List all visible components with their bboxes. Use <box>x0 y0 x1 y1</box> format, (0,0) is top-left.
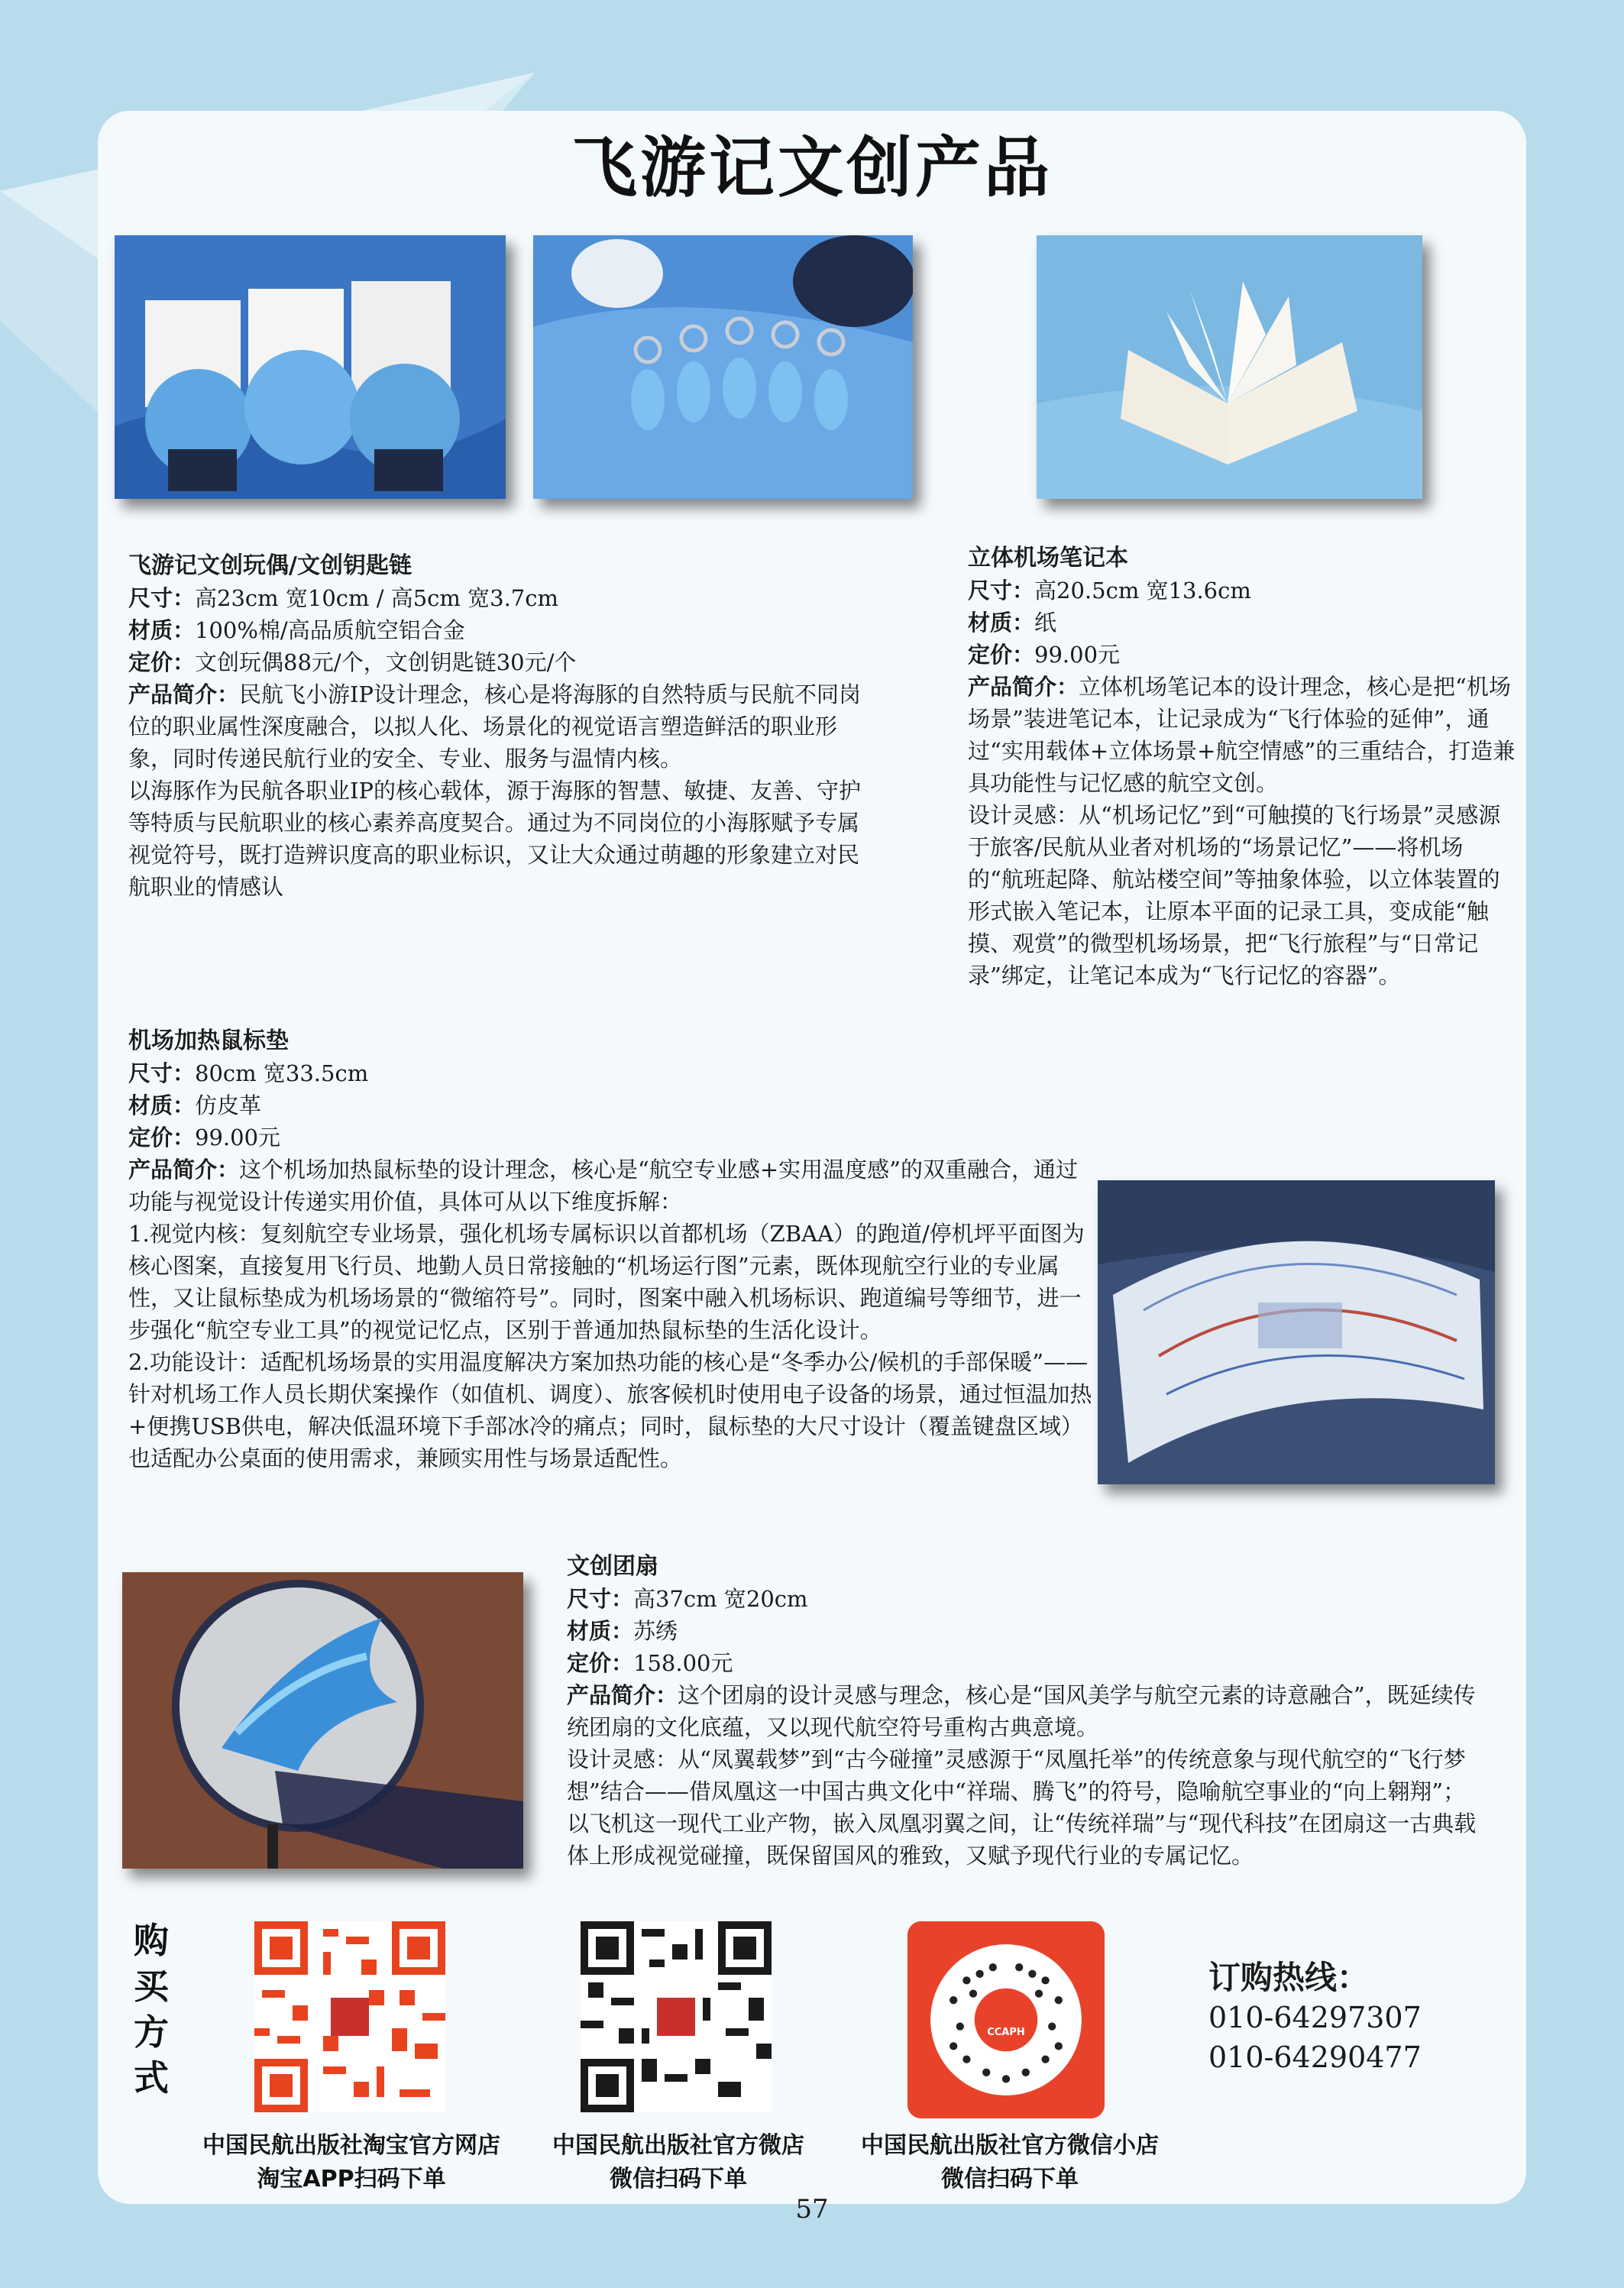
plush-size: 高23cm 宽10cm / 高5cm 宽3.7cm <box>195 585 558 611</box>
fan-intro-2: 设计灵感：从“凤翼载梦”到“古今碰撞”灵感源于“凤凰托举”的传统意象与现代航空的“飞行梦想”结合——借凤凰这一中国古典文化中“祥瑞、腾飞”的符号，隐喻航空事业的“向上翱翔”；以飞机这一现代工业产物，嵌入凤凰羽翼之间，让“传统祥瑞”与“现代科技”在团扇这一古典载体上形成视觉碰撞，既保留国风的雅致，又赋予现代行业的专属记忆。 <box>567 1746 1477 1869</box>
wechat-store-caption-line1: 中国民航出版社官方微信小店 <box>861 2132 1159 2159</box>
mousepad-name: 机场加热鼠标垫 <box>128 1027 289 1054</box>
wechat-store-qr-code[interactable] <box>907 1921 1105 2118</box>
plush-intro: 民航飞小游IP设计理念，核心是将海豚的自然特质与民航不同岗位的职业属性深度融合，以拟人化、场景化的视觉语言塑造鲜活的职业形象，同时传递民航行业的安全、专业、服务与温情内核。 <box>128 681 861 772</box>
mousepad-intro: 这个机场加热鼠标垫的设计理念，核心是“航空专业感+实用温度感”的双重融合，通过功能与视觉设计传递实用价值，具体可从以下维度拆解： <box>128 1157 1078 1215</box>
plush-material: 100%棉/高品质航空铝合金 <box>195 617 465 643</box>
plush-material-label: 材质： <box>128 617 196 643</box>
mousepad-photo <box>1098 1180 1495 1484</box>
notebook-intro-label: 产品简介： <box>968 674 1079 700</box>
weidian-caption-line2: 微信扫码下单 <box>610 2166 747 2193</box>
wechat-store-caption-line2: 微信扫码下单 <box>941 2166 1079 2193</box>
notebook-material: 纸 <box>1034 610 1057 636</box>
mousepad-price-label: 定价： <box>128 1125 196 1150</box>
plush-size-label: 尺寸： <box>128 585 196 611</box>
taobao-caption-line1: 中国民航出版社淘宝官方网店 <box>202 2132 500 2159</box>
plush-info <box>128 550 862 903</box>
fan-material: 苏绣 <box>633 1618 678 1644</box>
taobao-qr-code[interactable] <box>254 1921 445 2112</box>
page-title: 飞游记文创产品 <box>571 130 1053 206</box>
mousepad-point-2: 2.功能设计：适配机场场景的实用温度解决方案加热功能的核心是“冬季办公/候机的手部保暖”——针对机场工作人员长期伏案操作（如值机、调度）、旅客候机时使用电子设备的场景，通过恒温加热+便携USB供电，解决低温环境下手部冰冷的痛点；同时，鼠标垫的大尺寸设计（覆盖键盘区域）也适配办公桌面的使用需求，兼顾实用性与场景适配性。 <box>128 1349 1092 1471</box>
fan-material-label: 材质： <box>567 1618 634 1644</box>
mousepad-intro-label: 产品简介： <box>128 1157 240 1183</box>
plush-photo <box>115 235 506 499</box>
notebook-size-label: 尺寸： <box>968 578 1035 604</box>
notebook-material-label: 材质： <box>968 610 1035 636</box>
plush-intro-2: 以海豚作为民航各职业IP的核心载体，源于海豚的智慧、敏捷、友善、守护等特质与民航职业的核心素养高度契合。通过为不同岗位的小海豚赋予专属视觉符号，既打造辨识度高的职业标识，又让大众通过萌趣的形象建立对民航职业的情感认 <box>128 778 861 900</box>
fan-info <box>567 1551 1480 1872</box>
plush-name: 飞游记文创玩偶/文创钥匙链 <box>128 552 412 579</box>
hotline-phone-1: 010-64297307 <box>1208 2001 1422 2034</box>
fan-name: 文创团扇 <box>567 1553 658 1580</box>
fan-size-label: 尺寸： <box>567 1586 634 1612</box>
mousepad-material: 仿皮革 <box>195 1092 262 1118</box>
order-hotline <box>1208 1958 1422 2077</box>
plush-price-label: 定价： <box>128 649 196 675</box>
keychain-photo <box>533 235 913 499</box>
mousepad-size-label: 尺寸： <box>128 1060 196 1086</box>
weidian-caption-line1: 中国民航出版社官方微店 <box>552 2132 804 2159</box>
fan-price-label: 定价： <box>567 1650 634 1676</box>
notebook-price-label: 定价： <box>968 642 1035 668</box>
mousepad-point-1: 1.视觉内核：复刻航空专业场景，强化机场专属标识以首都机场（ZBAA）的跑道/停机坪平面图为核心图案，直接复用飞行员、地勤人员日常接触的“机场运行图”元素，既体现航空行业的专业属性，又让鼠标垫成为机场场景的“微缩符号”。同时，图案中融入机场标识、跑道编号等细节，进一步强化“航空专业工具”的视觉记忆点，区别于普通加热鼠标垫的生活化设计。 <box>128 1221 1085 1343</box>
hotline-title: 订购热线： <box>1208 1959 1370 1996</box>
fan-price: 158.00元 <box>633 1650 733 1676</box>
mousepad-info <box>128 1025 1092 1474</box>
mousepad-size: 80cm 宽33.5cm <box>195 1060 369 1086</box>
hotline-phone-2: 010-64290477 <box>1208 2040 1422 2074</box>
notebook-name: 立体机场笔记本 <box>968 545 1128 571</box>
page-number: 57 <box>795 2194 829 2225</box>
taobao-caption <box>160 2129 542 2196</box>
notebook-intro-2: 设计灵感：从“机场记忆”到“可触摸的飞行场景”灵感源于旅客/民航从业者对机场的“场景记忆”——将机场的“航班起降、航站楼空间”等抽象体验，以立体装置的形式嵌入笔记本，让原本平面的记录工具，变成能“触摸、观赏”的微型机场场景，把“飞行旅程”与“日常记录”绑定，让笔记本成为“飞行记忆的容器”。 <box>968 802 1501 989</box>
mousepad-price: 99.00元 <box>195 1125 281 1150</box>
notebook-photo <box>1037 235 1422 499</box>
notebook-size: 高20.5cm 宽13.6cm <box>1034 578 1251 604</box>
plush-intro-label: 产品简介： <box>128 681 240 707</box>
fan-photo <box>122 1572 523 1869</box>
wechat-store-caption <box>827 2129 1193 2196</box>
weidian-qr-code[interactable] <box>581 1921 772 2112</box>
notebook-price: 99.00元 <box>1034 642 1121 668</box>
taobao-caption-line2: 淘宝APP扫码下单 <box>257 2166 446 2193</box>
notebook-info <box>968 542 1518 992</box>
notebook-intro: 立体机场笔记本的设计理念，核心是把“机场场景”装进笔记本，让记录成为“飞行体验的延伸”，通过“实用载体+立体场景+航空情感”的三重结合，打造兼具功能性与记忆感的航空文创。 <box>968 674 1516 796</box>
ccaph-logo-text: CCAPH <box>987 2027 1025 2038</box>
weidian-caption <box>526 2129 831 2196</box>
fan-intro-label: 产品简介： <box>567 1682 678 1708</box>
fan-intro: 这个团扇的设计灵感与理念，核心是“国风美学与航空元素的诗意融合”，既延续传统团扇的文化底蕴，又以现代航空符号重构古典意境。 <box>567 1682 1476 1740</box>
fan-size: 高37cm 宽20cm <box>633 1586 808 1612</box>
mousepad-material-label: 材质： <box>128 1092 196 1118</box>
purchase-label: 购买方式 <box>134 1920 169 2099</box>
plush-price: 文创玩偶88元/个，文创钥匙链30元/个 <box>195 649 577 675</box>
